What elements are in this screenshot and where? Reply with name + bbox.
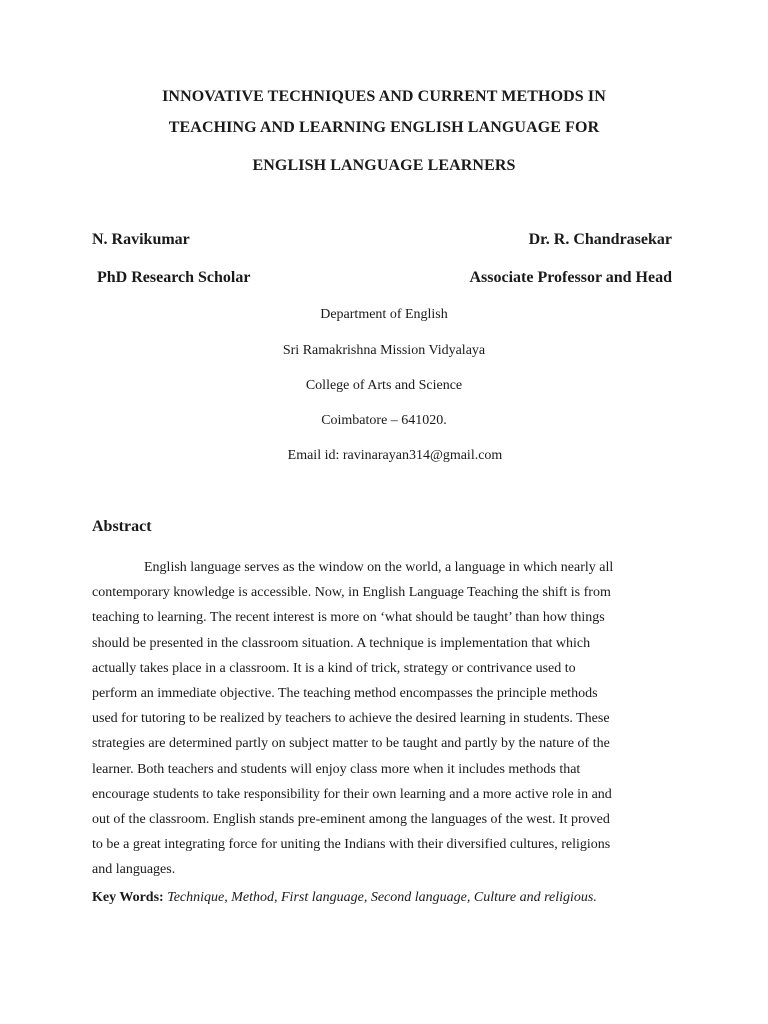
affiliation-college: College of Arts and Science: [305, 378, 463, 393]
affiliation-city: Coimbatore – 641020.: [321, 413, 447, 428]
second-author-role: Associate Professor and Head: [469, 269, 672, 286]
abstract-body: [92, 555, 672, 883]
abstract-line: contemporary knowledge is accessible. Now, in English Language Teaching the shift is from: [92, 585, 611, 601]
abstract-line: out of the classroom. English stands pre-eminent among the languages of the west. It proved: [92, 812, 610, 828]
title-line-3: ENGLISH LANGUAGE LEARNERS: [252, 157, 516, 174]
keywords-line: [92, 890, 597, 906]
abstract-line: used for tutoring to be realized by teachers to achieve the desired learning in students. These: [92, 711, 610, 727]
abstract-line: to be a great integrating force for uniting the Indians with their diversified cultures, religions: [92, 837, 611, 853]
abstract-line: English language serves as the window on the world, a language in which nearly all: [144, 560, 614, 575]
first-author-role: PhD Research Scholar: [97, 269, 251, 286]
abstract-line: learner. Both teachers and students will enjoy class more when it includes methods that: [92, 761, 581, 777]
keywords-label: Key Words:: [92, 890, 164, 905]
title-line-1: INNOVATIVE TECHNIQUES AND CURRENT METHODS IN: [162, 88, 606, 105]
affiliation-email: Email id: ravinarayan314@gmail.com: [287, 448, 503, 463]
abstract-line: and languages.: [92, 862, 176, 878]
abstract-line: strategies are determined partly on subject matter to be taught and partly by the nature of the: [92, 736, 610, 752]
abstract-line: perform an immediate objective. The teaching method encompasses the principle methods: [92, 686, 598, 702]
affiliation-department: Department of English: [320, 307, 448, 322]
keywords-values: Technique, Method, First language, Second language, Culture and religious.: [167, 890, 597, 905]
abstract-line: actually takes place in a classroom. It is a kind of trick, strategy or contrivance used to: [92, 660, 576, 676]
first-author-name: N. Ravikumar: [92, 231, 190, 248]
abstract-line: teaching to learning. The recent interest is more on ‘what should be taught’ than how things: [92, 610, 605, 626]
affiliation-institution: Sri Ramakrishna Mission Vidyalaya: [282, 343, 486, 358]
second-author-name: Dr. R. Chandrasekar: [528, 231, 672, 248]
title-line-2: TEACHING AND LEARNING ENGLISH LANGUAGE FOR: [168, 119, 600, 136]
abstract-line: should be presented in the classroom situation. A technique is implementation that which: [92, 635, 591, 651]
abstract-heading: Abstract: [92, 518, 152, 535]
abstract-line: encourage students to take responsibility for their own learning and a more active role in and: [92, 786, 612, 802]
